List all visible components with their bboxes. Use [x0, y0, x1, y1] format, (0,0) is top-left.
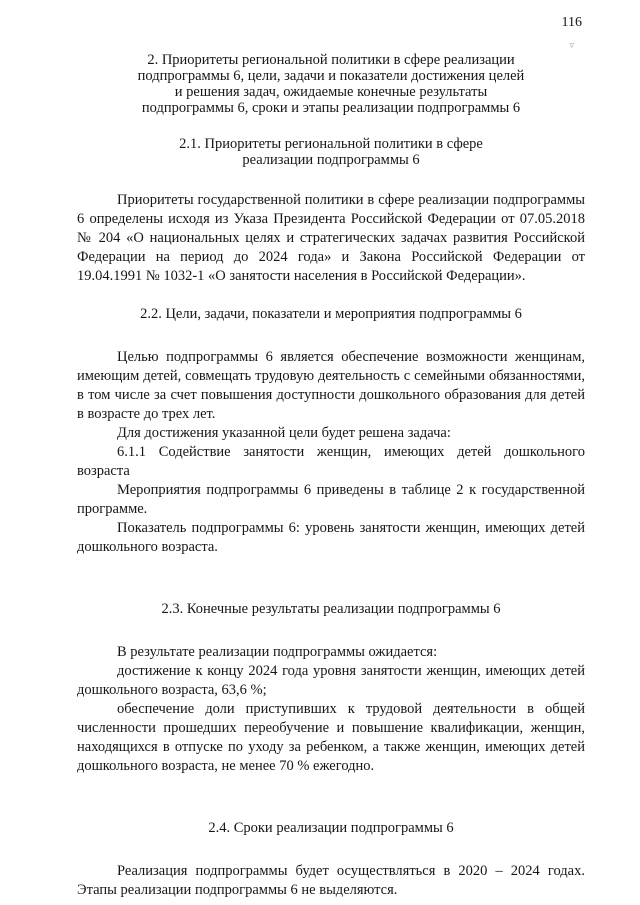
paragraph: В результате реализации подпрограммы ожидается:: [117, 644, 438, 660]
paragraph: достижение к концу 2024 года уровня занятости женщин, имеющих детей дошкольного возраста, 63,6 %;: [77, 663, 585, 698]
section-heading-2-3: 2.3. Конечные результаты реализации подпрограммы 6: [161, 601, 501, 617]
title-line: подпрограммы 6, сроки и этапы реализации подпрограммы 6: [141, 100, 521, 116]
document-title: [77, 52, 585, 116]
paragraph: Приоритеты государственной политики в сфере реализации подпрограммы 6 определены исходя из Указа Президента Российской Федерации от 07.05.2018 № 204 «О национальных целях и стратегических задачах развития Российской Федерации на период до 2024 года» и Закона Российской Федерации от 19.04.1991 № 1032-1 «О занятости населения в Российской Федерации».: [77, 192, 585, 284]
paragraph: Для достижения указанной цели будет решена задача:: [117, 425, 451, 441]
document-body: [77, 52, 585, 900]
title-line: и решения задач, ожидаемые конечные результаты: [174, 84, 488, 100]
paragraph: Показатель подпрограммы 6: уровень занятости женщин, имеющих детей дошкольного возраста.: [77, 520, 585, 555]
heading-line: реализации подпрограммы 6: [242, 152, 420, 168]
section-heading-2-2: 2.2. Цели, задачи, показатели и мероприятия подпрограммы 6: [140, 306, 522, 322]
paragraph: обеспечение доли приступивших к трудовой деятельности в общей численности прошедших переобучение и повышение квалификации, женщин, находящихся в отпуске по уходу за ребенком, а также женщин, имеющих детей дошкольного возраста, не менее 70 % ежегодно.: [77, 701, 585, 774]
paragraph: Мероприятия подпрограммы 6 приведены в таблице 2 к государственной программе.: [77, 482, 585, 517]
heading-line: 2.1. Приоритеты региональной политики в сфере: [179, 136, 483, 152]
title-line: подпрограммы 6, цели, задачи и показатели достижения целей: [137, 68, 525, 84]
paragraph: 6.1.1 Содействие занятости женщин, имеющих детей дошкольного возраста: [77, 444, 585, 479]
paragraph: Целью подпрограммы 6 является обеспечение возможности женщинам, имеющим детей, совмещать трудовую деятельность с семейными обязанностями, в том числе за счет повышения доступности дошкольного образования для детей в возрасте до трех лет.: [77, 349, 585, 422]
title-line: 2. Приоритеты региональной политики в сфере реализации: [147, 52, 515, 68]
paragraph: Реализация подпрограммы будет осуществляться в 2020 – 2024 годах. Этапы реализации подпрограммы 6 не выделяются.: [77, 863, 585, 898]
section-heading-2-1: [77, 136, 585, 168]
page-number: 116: [561, 15, 582, 30]
section-heading-2-4: 2.4. Сроки реализации подпрограммы 6: [208, 820, 454, 836]
scan-mark: ▿: [569, 40, 574, 50]
